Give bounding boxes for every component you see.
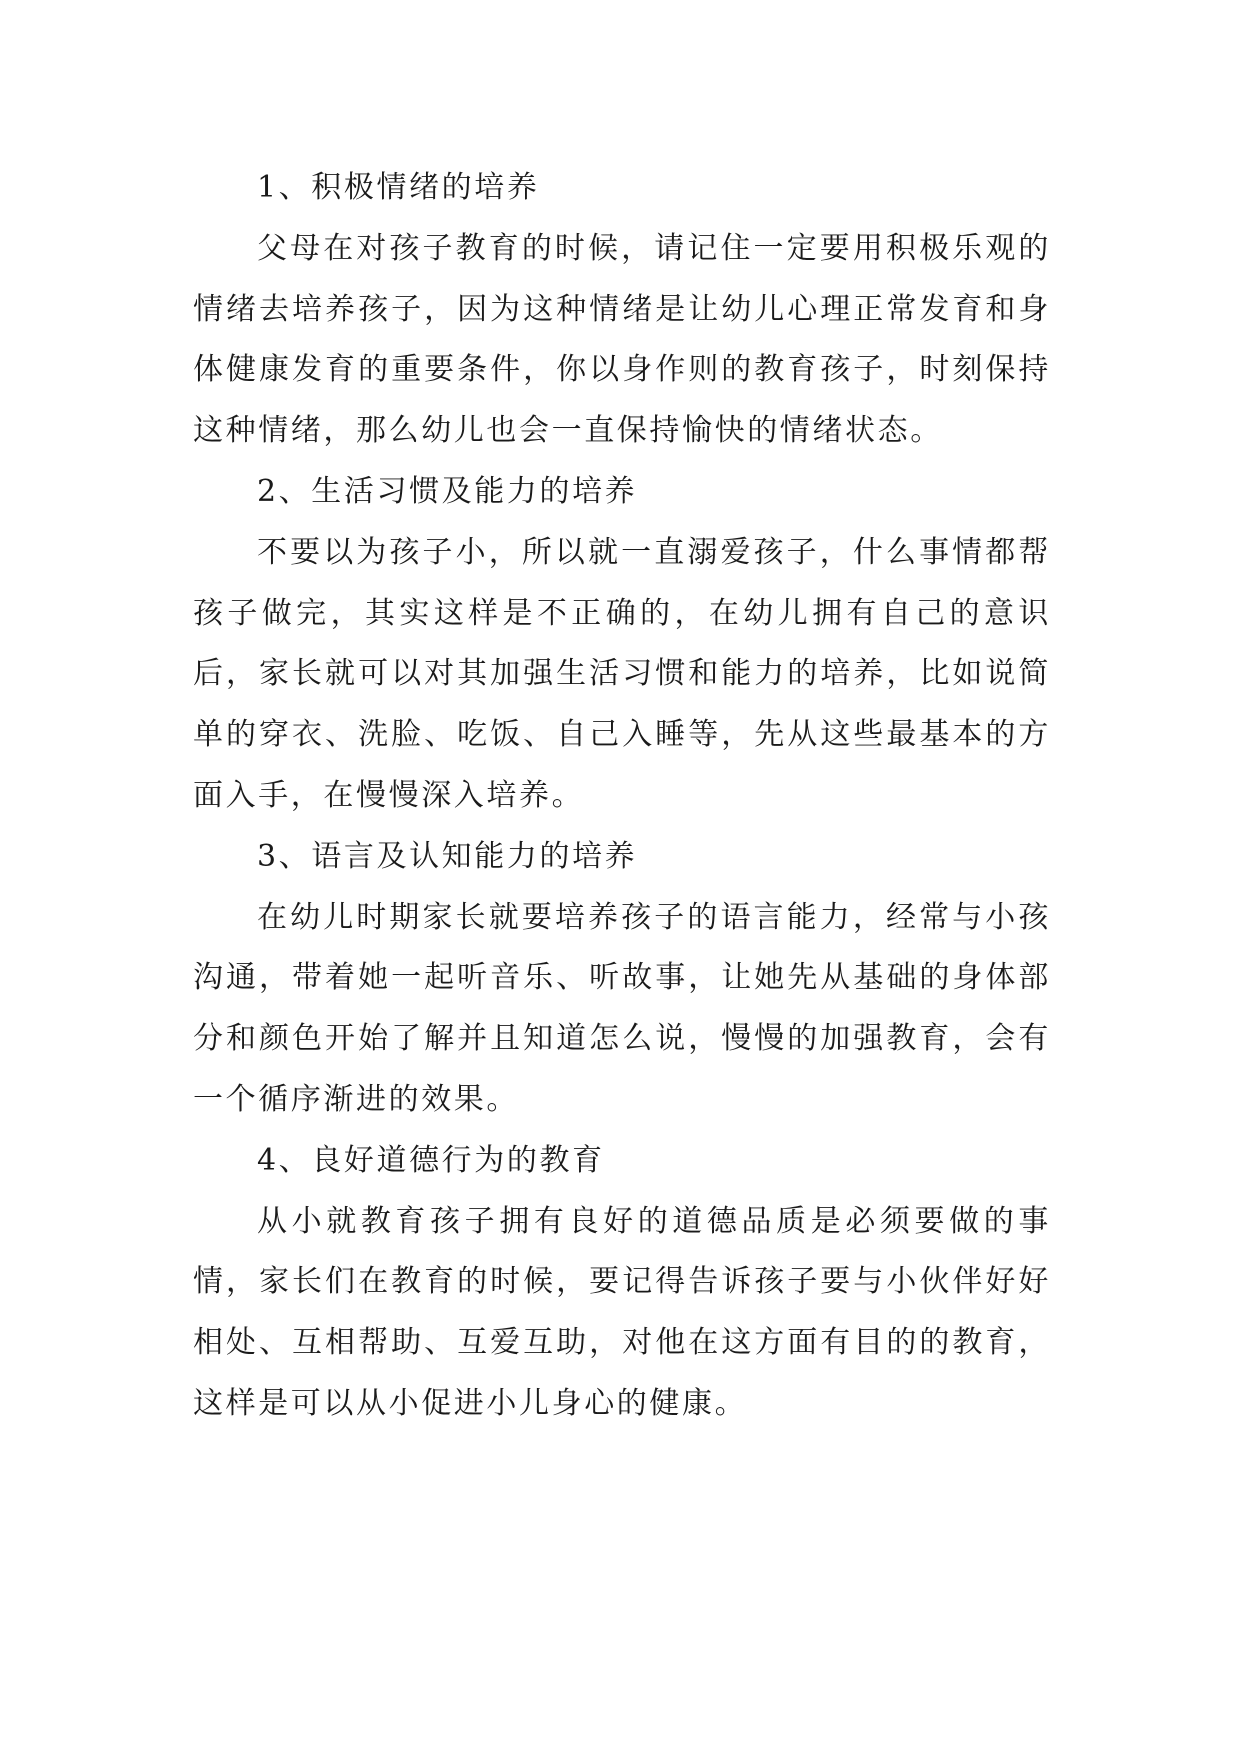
section-heading-3: 3、语言及认知能力的培养 (257, 838, 638, 874)
section-paragraph-1: 父母在对孩子教育的时候，请记住一定要用积极乐观的情绪去培养孩子，因为这种情绪是让幼儿心理正常发育和身体健康发育的重要条件，你以身作则的教育孩子，时刻保持这种情绪，那么幼儿也会一直保持愉快的情绪状态。 (193, 230, 1051, 449)
section-heading-4: 4、良好道德行为的教育 (257, 1142, 605, 1178)
section-paragraph-2: 不要以为孩子小，所以就一直溺爱孩子，什么事情都帮孩子做完，其实这样是不正确的，在幼儿拥有自己的意识后，家长就可以对其加强生活习惯和能力的培养，比如说简单的穿衣、洗脸、吃饭、自己入睡等，先从这些最基本的方面入手，在慢慢深入培养。 (193, 534, 1051, 813)
section-heading-1: 1、积极情绪的培养 (257, 170, 540, 205)
document-body (193, 158, 1051, 1435)
section-heading-2: 2、生活习惯及能力的培养 (257, 473, 638, 509)
section-paragraph-3: 在幼儿时期家长就要培养孩子的语言能力，经常与小孩沟通，带着她一起听音乐、听故事，让她先从基础的身体部分和颜色开始了解并且知道怎么说，慢慢的加强教育，会有一个循序渐进的效果。 (193, 899, 1051, 1117)
section-paragraph-4: 从小就教育孩子拥有良好的道德品质是必须要做的事情，家长们在教育的时候，要记得告诉孩子要与小伙伴好好相处、互相帮助、互爱互助，对他在这方面有目的的教育，这样是可以从小促进小儿身心的健康。 (193, 1203, 1051, 1421)
